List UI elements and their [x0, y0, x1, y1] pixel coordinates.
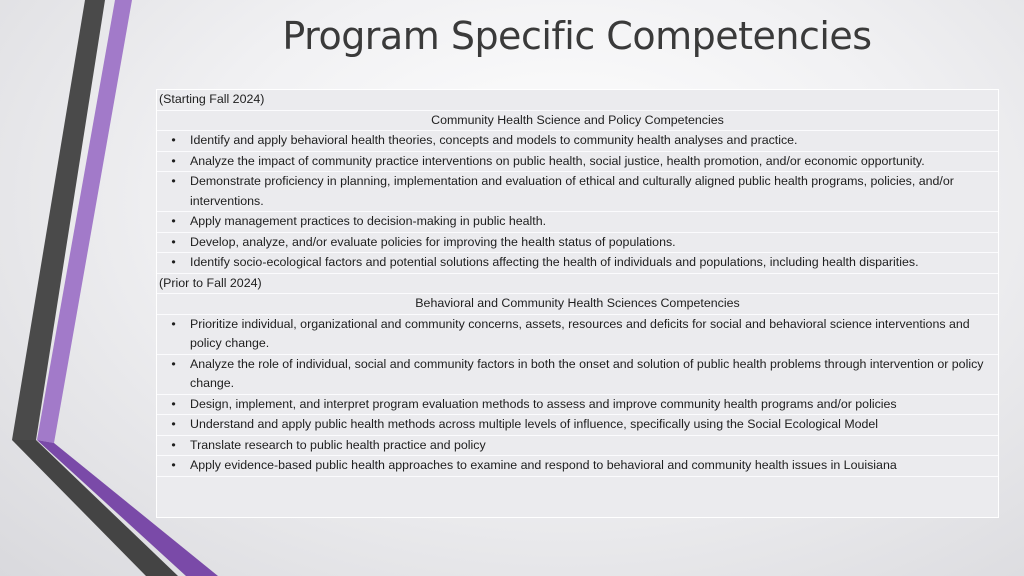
list-item: [157, 233, 998, 254]
list-item: [157, 415, 998, 436]
list-item-text: Analyze the impact of community practice interventions on public health, social justice, health promotion, and/or economic opportunity.: [190, 153, 925, 168]
bullet: •: [171, 396, 176, 411]
old-section-heading: Behavioral and Community Health Sciences Competencies: [157, 294, 998, 315]
list-item: [157, 172, 998, 212]
list-item-text: Analyze the role of individual, social and community factors in both the onset and solution of public health problems through intervention or policy change.: [190, 356, 984, 390]
bullet: •: [171, 214, 176, 228]
bullet: •: [171, 437, 176, 452]
competencies-table: [156, 89, 999, 518]
bullet: •: [171, 356, 176, 371]
list-item: [157, 355, 998, 395]
list-item: [157, 395, 998, 416]
bullet: •: [171, 133, 176, 147]
list-item: [157, 253, 998, 274]
list-item: [157, 131, 998, 152]
bullet: •: [171, 417, 176, 431]
list-item: [157, 436, 998, 457]
new-section-heading: Community Health Science and Policy Competencies: [157, 111, 998, 132]
list-item-text: Translate research to public health practice and policy: [190, 437, 486, 452]
bullet: •: [171, 234, 176, 249]
bullet: •: [171, 255, 176, 269]
old-section-label: (Prior to Fall 2024): [157, 274, 998, 295]
list-item: [157, 456, 998, 477]
list-item-text: Demonstrate proficiency in planning, implementation and evaluation of ethical and culturally aligned public health programs, policies, and/or interventions.: [190, 174, 954, 208]
bullet: •: [171, 316, 176, 331]
dark-stripe-lower: [12, 440, 178, 576]
bullet: •: [171, 174, 176, 188]
list-item-text: Identify and apply behavioral health theories, concepts and models to community health analyses and practice.: [190, 133, 798, 147]
list-item-text: Identify socio-ecological factors and potential solutions affecting the health of individuals and populations, including health disparities.: [190, 255, 919, 269]
list-item-text: Design, implement, and interpret program evaluation methods to assess and improve community health programs and/or policies: [190, 396, 897, 411]
list-item-text: Prioritize individual, organizational and community concerns, assets, resources and deficits for social and behavioral science interventions and policy change.: [190, 316, 970, 350]
list-item-text: Develop, analyze, and/or evaluate policies for improving the health status of populations.: [190, 234, 676, 249]
bullet: •: [171, 153, 176, 168]
list-item: [157, 315, 998, 355]
new-section-label: (Starting Fall 2024): [157, 90, 998, 111]
slide-title: Program Specific Competencies: [282, 14, 872, 58]
list-item-text: Apply management practices to decision-making in public health.: [190, 214, 547, 228]
list-item-text: Understand and apply public health methods across multiple levels of influence, specifically using the Social Ecological Model: [190, 417, 879, 431]
list-item: [157, 212, 998, 233]
bullet: •: [171, 458, 176, 472]
list-item: [157, 152, 998, 173]
list-item-text: Apply evidence-based public health approaches to examine and respond to behavioral and community health issues in Louisiana: [190, 458, 897, 472]
